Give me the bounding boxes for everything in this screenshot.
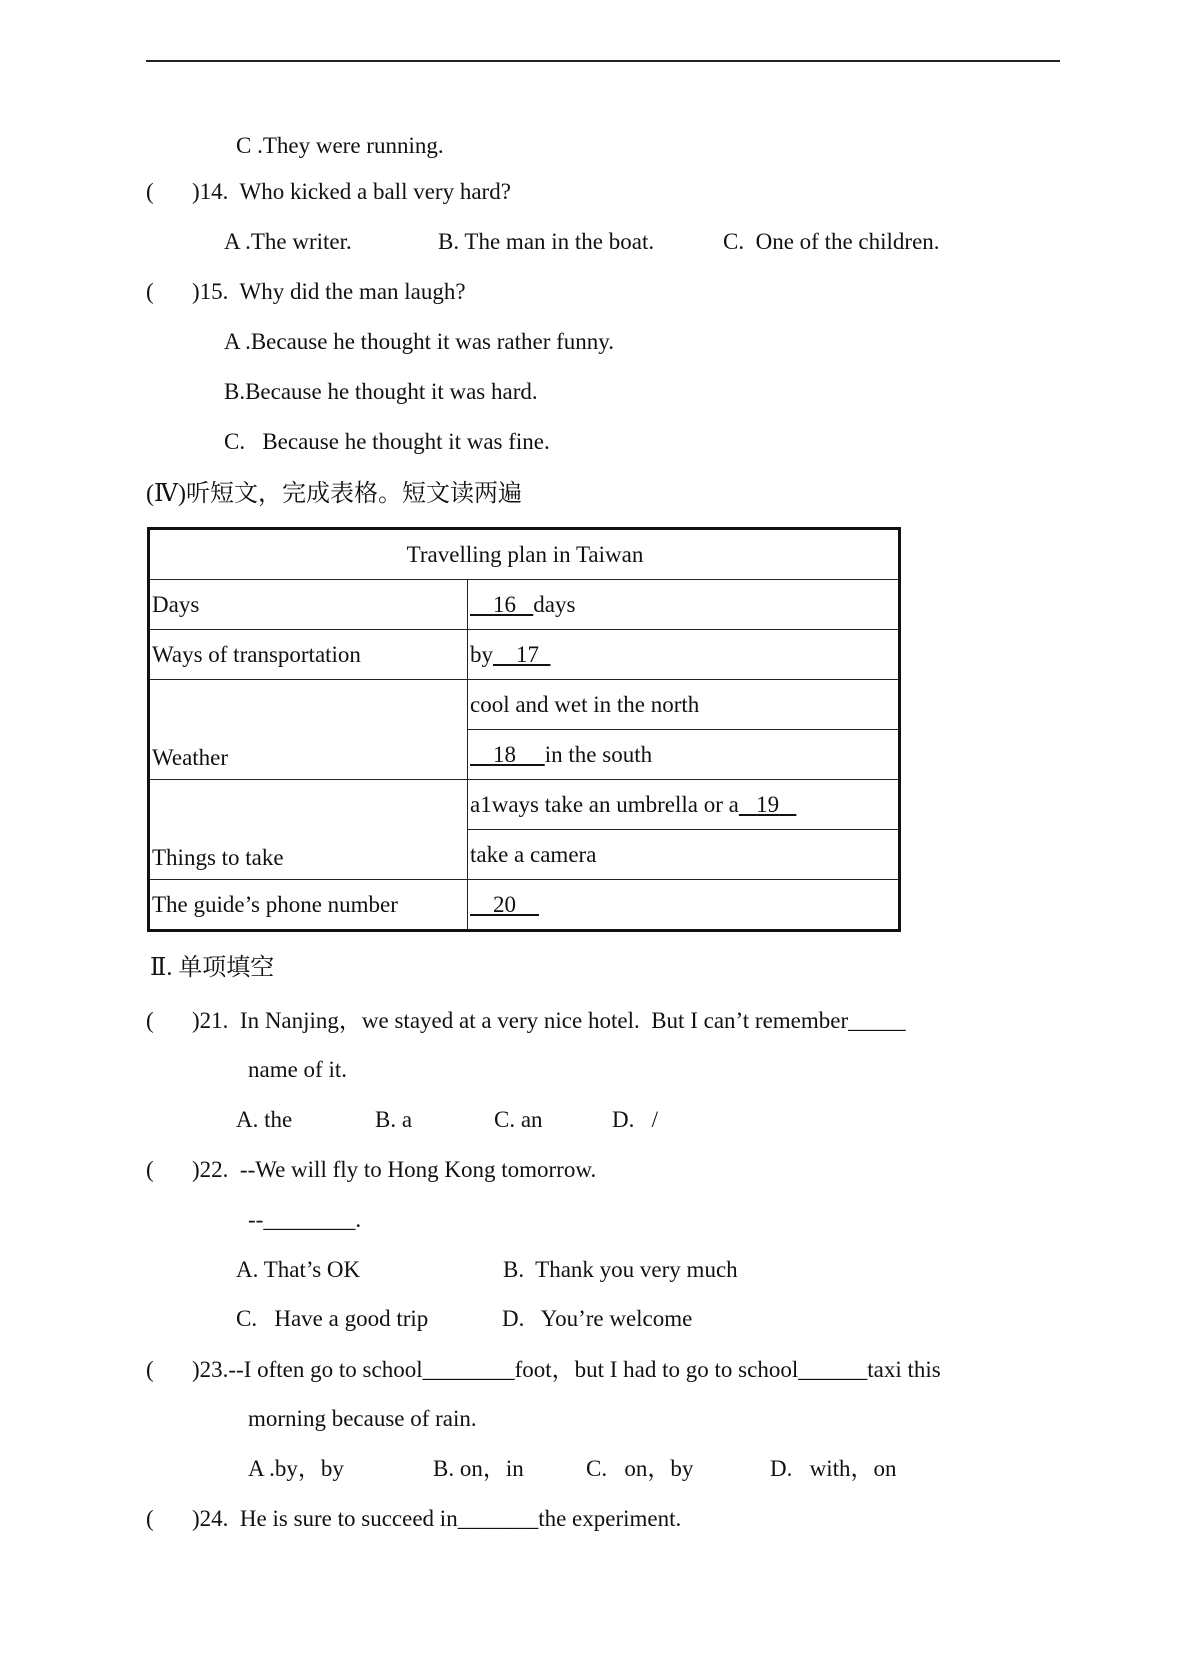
q23-option-d: D. with，on — [770, 1456, 897, 1481]
row-label-transport: Ways of transportation — [149, 630, 468, 680]
question-22-continued: --________. — [248, 1207, 362, 1232]
answer-paren: ( — [146, 279, 154, 304]
row-label-weather: Weather — [149, 680, 468, 780]
blank-17: 17 — [516, 641, 539, 667]
row-value-weather-north: cool and wet in the north — [468, 680, 900, 730]
q22-option-d: D. You’re welcome — [502, 1306, 693, 1331]
section-iv-heading: (Ⅳ)听短文，完成表格。短文读两遍 — [146, 481, 522, 507]
q22-option-a: A. That’s OK — [236, 1257, 361, 1282]
question-21-continued: name of it. — [248, 1057, 347, 1082]
answer-paren: ( — [146, 1008, 154, 1033]
row-value-things-2: take a camera — [468, 830, 900, 880]
q14-option-c: C. One of the children. — [723, 229, 940, 254]
table-row — [149, 780, 900, 830]
row-label-phone: The guide’s phone number — [149, 880, 468, 931]
q21-option-b: B. a — [375, 1107, 413, 1132]
question-23: )23.--I often go to school________foot，but I had to go to school______taxi this — [192, 1357, 941, 1382]
question-14: )14. Who kicked a ball very hard? — [192, 179, 511, 204]
answer-paren: ( — [146, 1157, 154, 1182]
q23-option-a: A .by，by — [248, 1456, 344, 1481]
q21-option-a: A. the — [236, 1107, 293, 1132]
answer-paren: ( — [146, 1506, 154, 1531]
answer-paren: ( — [146, 179, 154, 204]
travel-plan-table — [147, 527, 901, 932]
table-row — [149, 680, 900, 730]
blank-19: 19 — [756, 791, 780, 817]
row-label-days: Days — [149, 580, 468, 630]
q15-option-a: A .Because he thought it was rather funny. — [224, 329, 615, 354]
answer-paren: ( — [146, 1357, 154, 1382]
table-row — [149, 630, 900, 680]
q23-option-c: C. on，by — [586, 1456, 694, 1481]
section-ii-heading: Ⅱ. 单项填空 — [150, 955, 275, 981]
q14-option-b: B. The man in the boat. — [438, 229, 655, 254]
q15-option-c: C. Because he thought it was fine. — [224, 429, 550, 454]
table-title: Travelling plan in Taiwan — [149, 529, 900, 580]
blank-20: 20 — [493, 891, 516, 917]
q21-option-c: C. an — [494, 1107, 543, 1132]
table-row — [149, 580, 900, 630]
blank-16: 16 — [493, 591, 516, 617]
row-label-things: Things to take — [149, 780, 468, 880]
row-value-weather-south: 18 in the south — [468, 730, 900, 780]
table-row — [149, 880, 900, 931]
q23-option-b: B. on，in — [433, 1456, 524, 1481]
row-value-days: 16 days — [468, 580, 900, 630]
question-22: )22. --We will fly to Hong Kong tomorrow. — [192, 1157, 597, 1182]
question-15: )15. Why did the man laugh? — [192, 279, 466, 304]
blank-18: 18 — [493, 741, 516, 767]
row-value-transport: by 17 — [468, 630, 900, 680]
q22-option-b: B. Thank you very much — [503, 1257, 738, 1282]
question-21: )21. In Nanjing，we stayed at a very nice hotel. But I can’t remember_____ — [192, 1008, 906, 1033]
question-24: )24. He is sure to succeed in_______the experiment. — [192, 1506, 682, 1531]
q15-option-b: B.Because he thought it was hard. — [224, 379, 538, 404]
q13-option-c: C .They were running. — [236, 133, 444, 158]
q14-option-a: A .The writer. — [224, 229, 352, 254]
q21-option-d: D. / — [612, 1107, 658, 1132]
header-rule — [146, 60, 1060, 62]
question-23-continued: morning because of rain. — [248, 1406, 477, 1431]
row-value-things-1: a1ways take an umbrella or a 19 — [468, 780, 900, 830]
q22-option-c: C. Have a good trip — [236, 1306, 429, 1331]
row-value-phone — [468, 880, 900, 931]
